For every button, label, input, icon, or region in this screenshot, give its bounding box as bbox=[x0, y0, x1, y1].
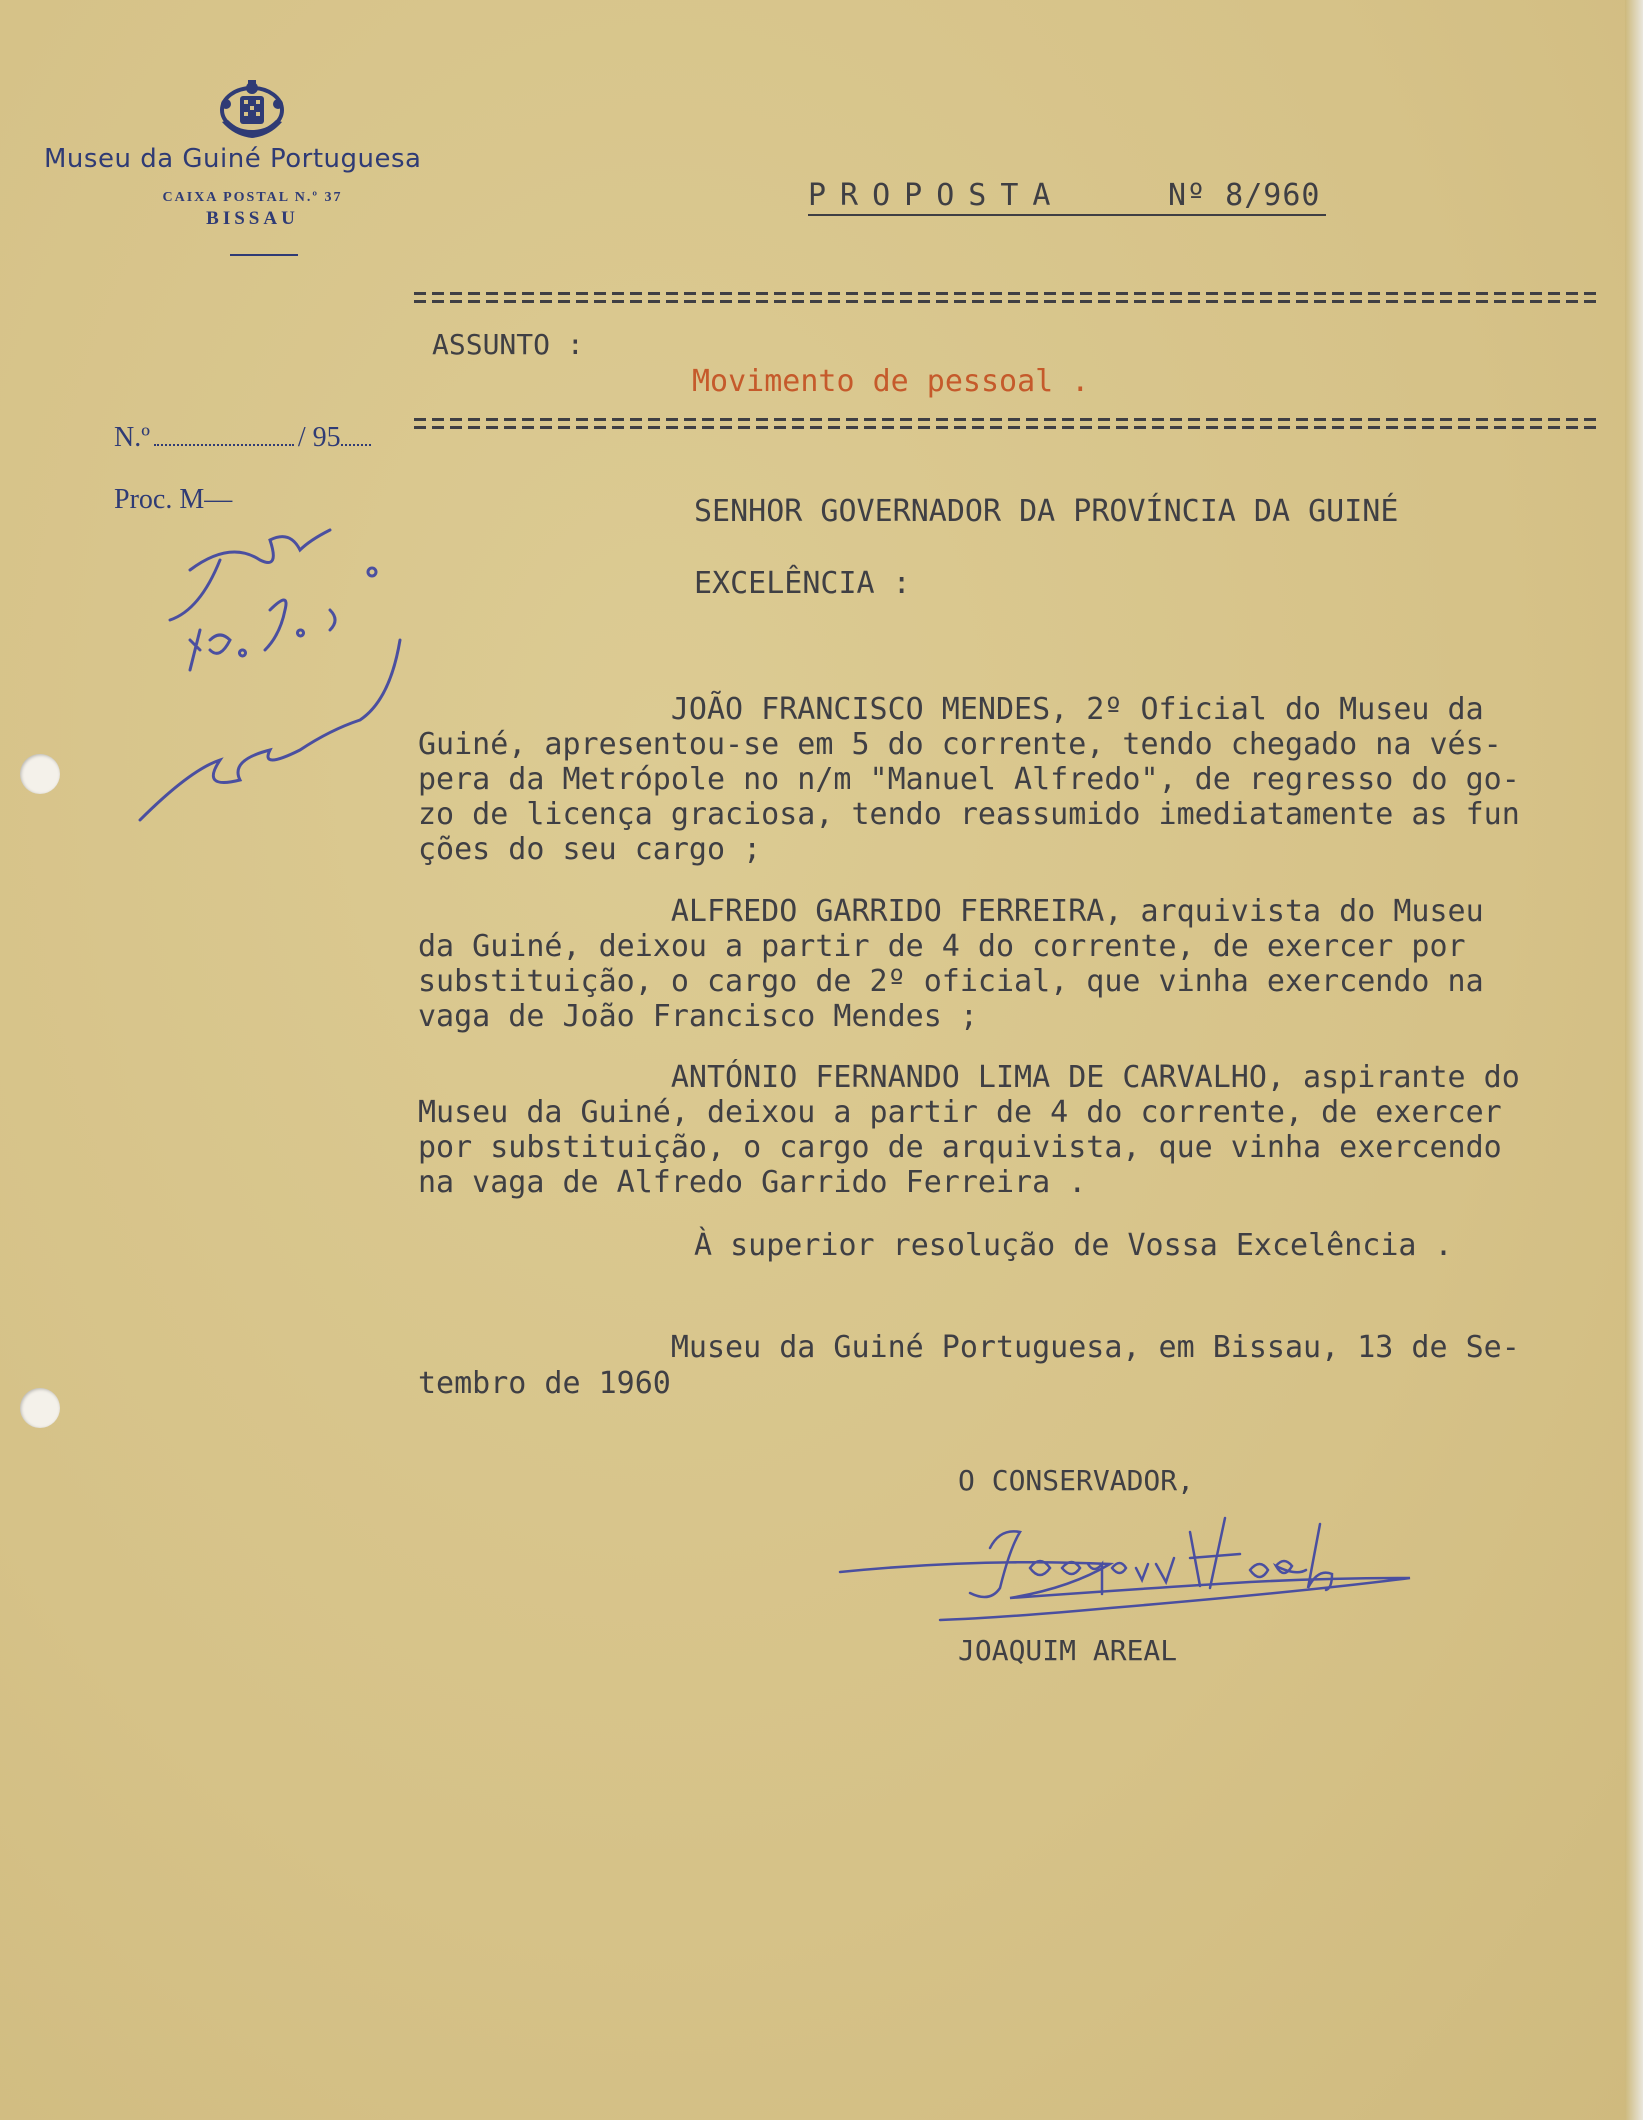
po-box: CAIXA POSTAL N.º 37 bbox=[162, 190, 343, 205]
salutation: EXCELÊNCIA : bbox=[694, 566, 911, 601]
separator-bottom bbox=[414, 418, 1602, 432]
signatory-name: JOAQUIM AREAL bbox=[958, 1634, 1178, 1667]
reference-number-label: N.º bbox=[114, 422, 150, 453]
body-paragraph-2: ALFREDO GARRIDO FERREIRA, arquivista do Museu da Guiné, deixou a partir de 4 do corrente, de exercer por substituição, o cargo de 2º oficial, que vinha exercendo na vaga de João Francisco Mendes ; bbox=[418, 894, 1484, 1034]
city: BISSAU bbox=[206, 208, 299, 229]
process-label: Proc. M— bbox=[114, 484, 233, 515]
document-number: Nº 8/960 bbox=[1168, 178, 1321, 213]
letterhead-address bbox=[130, 190, 375, 230]
place-and-date: Museu da Guiné Portuguesa, em Bissau, 13 de Se- tembro de 1960 bbox=[418, 1330, 1520, 1401]
punch-hole-top bbox=[20, 754, 60, 794]
subject-value: Movimento de pessoal . bbox=[692, 364, 1090, 399]
addressee: SENHOR GOVERNADOR DA PROVÍNCIA DA GUINÉ bbox=[694, 494, 1399, 529]
body-paragraph-3: ANTÓNIO FERNANDO LIMA DE CARVALHO, aspirante do Museu da Guiné, deixou a partir de 4 do corrente, de exercer por substituição, o cargo de arquivista, que vinha exercendo na vaga de Alfredo Garrido Ferreira . bbox=[418, 1060, 1520, 1200]
body-paragraph-1: JOÃO FRANCISCO MENDES, 2º Oficial do Museu da Guiné, apresentou-se em 5 do corrente, tendo chegado na vés- pera da Metrópole no n/m "Manuel Alfredo", de regresso do go- zo de licença graciosa, tendo reassumido imediatamente as fun ções do seu cargo ; bbox=[418, 692, 1520, 867]
reference-number-blank bbox=[154, 444, 294, 446]
title-underline bbox=[808, 214, 1326, 216]
reference-number-suffix: / 95 bbox=[297, 422, 341, 453]
reference-number bbox=[114, 422, 371, 454]
punch-hole-bottom bbox=[20, 1388, 60, 1428]
organization-name: Museu da Guiné Portuguesa bbox=[44, 144, 422, 174]
coat-of-arms-icon bbox=[214, 78, 290, 140]
paper-edge bbox=[1625, 0, 1643, 2120]
reference-number-blank-2 bbox=[341, 444, 371, 446]
closing-line: À superior resolução de Vossa Excelência . bbox=[694, 1228, 1453, 1263]
separator-top bbox=[414, 292, 1602, 306]
document-title: PROPOSTA bbox=[808, 178, 1065, 213]
subject-label: ASSUNTO : bbox=[432, 328, 584, 361]
letterhead-rule bbox=[230, 254, 298, 256]
signatory-title: O CONSERVADOR, bbox=[958, 1464, 1195, 1497]
handwritten-signature bbox=[830, 1508, 1430, 1628]
